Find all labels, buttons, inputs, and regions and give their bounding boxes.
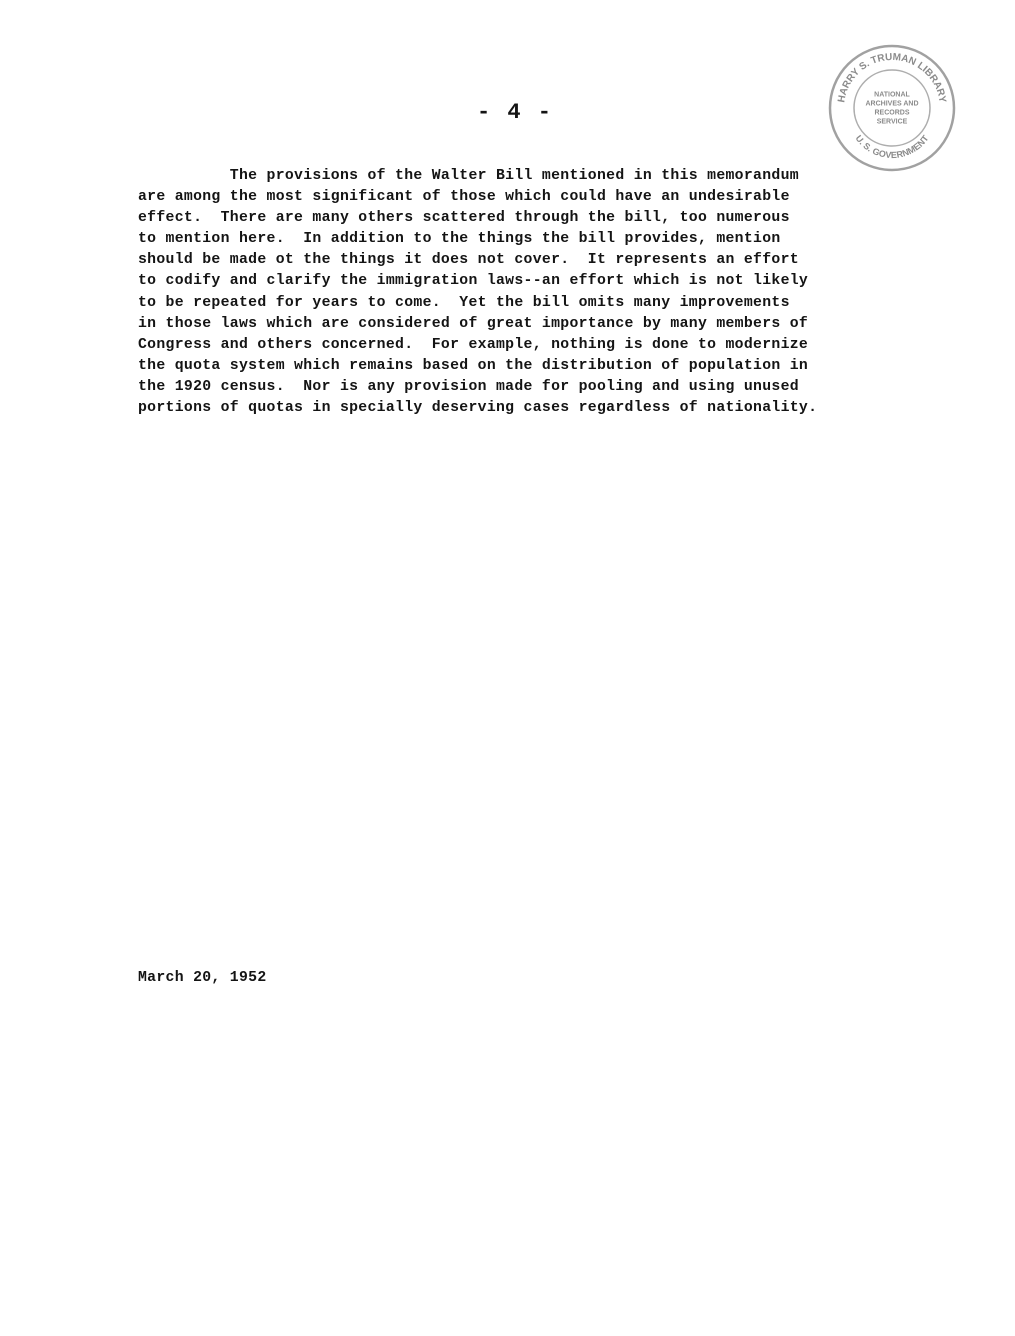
stamp-center-line: RECORDS: [874, 109, 910, 117]
paragraph-line: should be made ot the things it does not cover. It represents an effort: [138, 252, 799, 269]
paragraph-line: The provisions of the Walter Bill mentioned in this memorandum: [138, 168, 799, 184]
stamp-ring-text: HARRY S. TRUMAN LIBRARY: [836, 51, 948, 104]
paragraph-line: portions of quotas in specially deserving cases regardless of nationality.: [138, 400, 818, 417]
stamp-graphic: [826, 42, 958, 174]
memorandum-paragraph: [138, 166, 938, 419]
stamp-center-line: SERVICE: [876, 118, 908, 126]
stamp-bottom-text: U. S. GOVERNMENT: [853, 133, 931, 161]
page-number: - 4 -: [476, 100, 553, 125]
paragraph-line: to mention here. In addition to the things the bill provides, mention: [138, 231, 781, 248]
memorandum-date: March 20, 1952: [138, 970, 267, 986]
paragraph-line: effect. There are many others scattered through the bill, too numerous: [138, 210, 790, 227]
paragraph-line: the 1920 census. Nor is any provision made for pooling and using unused: [138, 378, 799, 395]
paragraph-line: to codify and clarify the immigration laws--an effort which is not likely: [138, 273, 809, 290]
paragraph-line: in those laws which are considered of great importance by many members of: [138, 315, 809, 332]
paragraph-line: to be repeated for years to come. Yet the bill omits many improvements: [138, 294, 790, 311]
stamp-center-line: ARCHIVES AND: [865, 100, 919, 108]
stamp-center-line: NATIONAL: [874, 91, 910, 99]
archive-stamp-seal: [826, 42, 958, 174]
paragraph-line: the quota system which remains based on the distribution of population in: [138, 357, 809, 374]
paragraph-line: are among the most significant of those which could have an undesirable: [138, 189, 790, 206]
paragraph-line: Congress and others concerned. For example, nothing is done to modernize: [138, 336, 809, 353]
